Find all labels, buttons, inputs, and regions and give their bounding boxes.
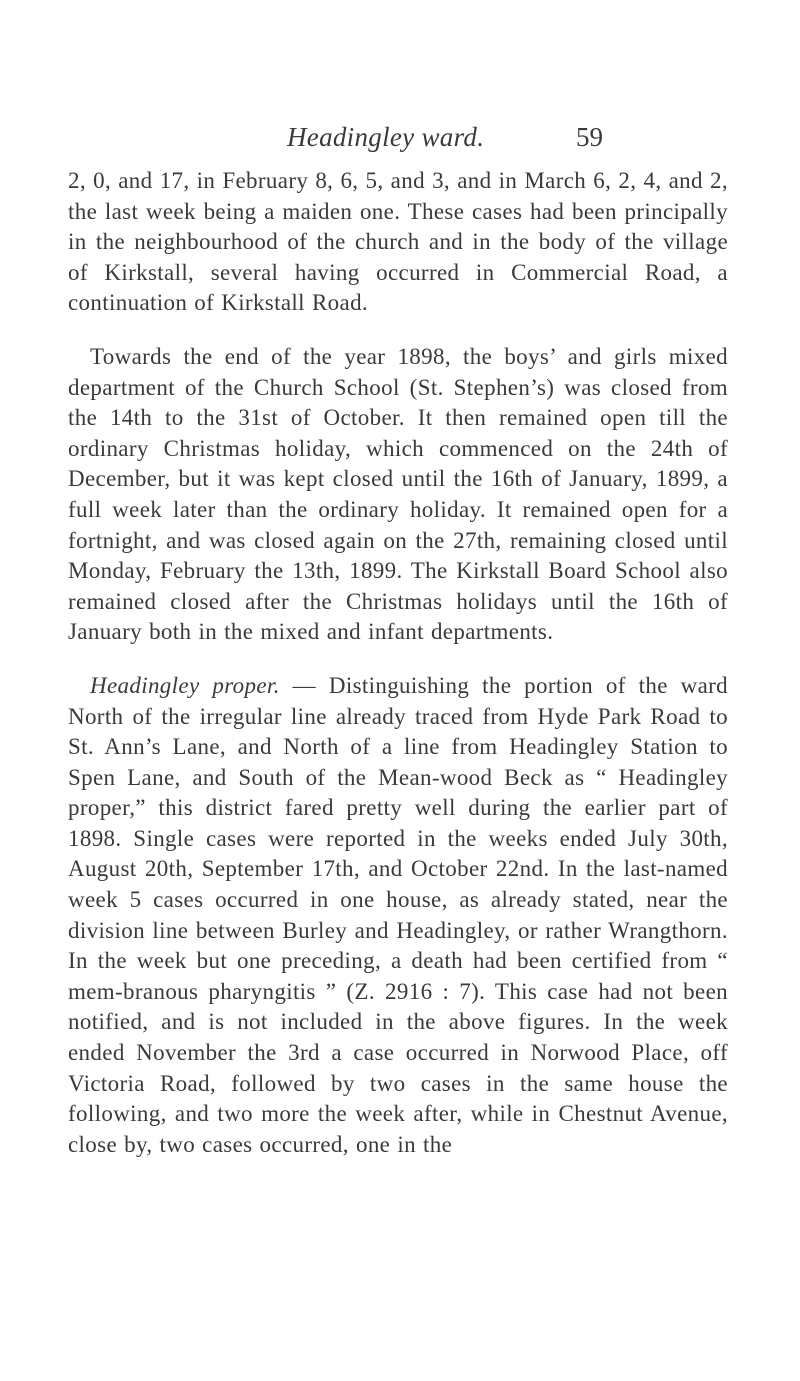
paragraph-3-text: — Distinguishing the portion of the ward North of the irregular line already traced from Hyde Park Road to St. Ann’s Lane, and North of a line from Headingley Station to Spen Lane, and South of the Mean-wood Beck as “ Headingley proper,” this district fared pretty well during the earlier part of 1898. Single cases were reported in the weeks ended July 30th, August 20th, September 17th, and October 22nd. In the last-named week 5 cases occurred in one house, as already stated, near the division line between Burley and Headingley, or rather Wrangthorn. In the week but one preceding, a death had been certified from “ mem-branous pharyngitis ” (Z. 2916 : 7). This case had not been notified, and is not included in the above figures. In the week ended November the 3rd a case occurred in Norwood Place, off Victoria Road, followed by two cases in the same house the following, and two more the week after, while in Chestnut Avenue, close by, two cases occurred, one in the (68, 672, 728, 1157)
paragraph-2: Towards the end of the year 1898, the boys’ and girls mixed department of the Church School (St. Stephen’s) was closed from the 14th to the 31st of October. It then remained open till the ordinary Christmas holiday, which commenced on the 24th of December, but it was kept closed until the 16th of January, 1899, a full week later than the ordinary holiday. It remained open for a fortnight, and was closed again on the 27th, remaining closed until Monday, February the 13th, 1899. The Kirkstall Board School also remained closed after the Christmas holidays until the 16th of January both in the mixed and infant departments. (68, 343, 728, 645)
paragraph-3 (68, 671, 728, 1161)
paragraph-3-lead-in: Headingley proper. (90, 672, 280, 698)
page-number: 59 (576, 122, 603, 152)
running-title: Headingley ward. (287, 122, 485, 152)
paragraph-1: 2, 0, and 17, in February 8, 6, 5, and 3, and in March 6, 2, 4, and 2, the last week being a maiden one. These cases had been principally in the neighbourhood of the church and in the body of the village of Kirkstall, several having occurred in Commercial Road, a continuation of Kirkstall Road. (68, 168, 728, 316)
running-header (287, 122, 603, 162)
body-text (68, 166, 728, 1160)
